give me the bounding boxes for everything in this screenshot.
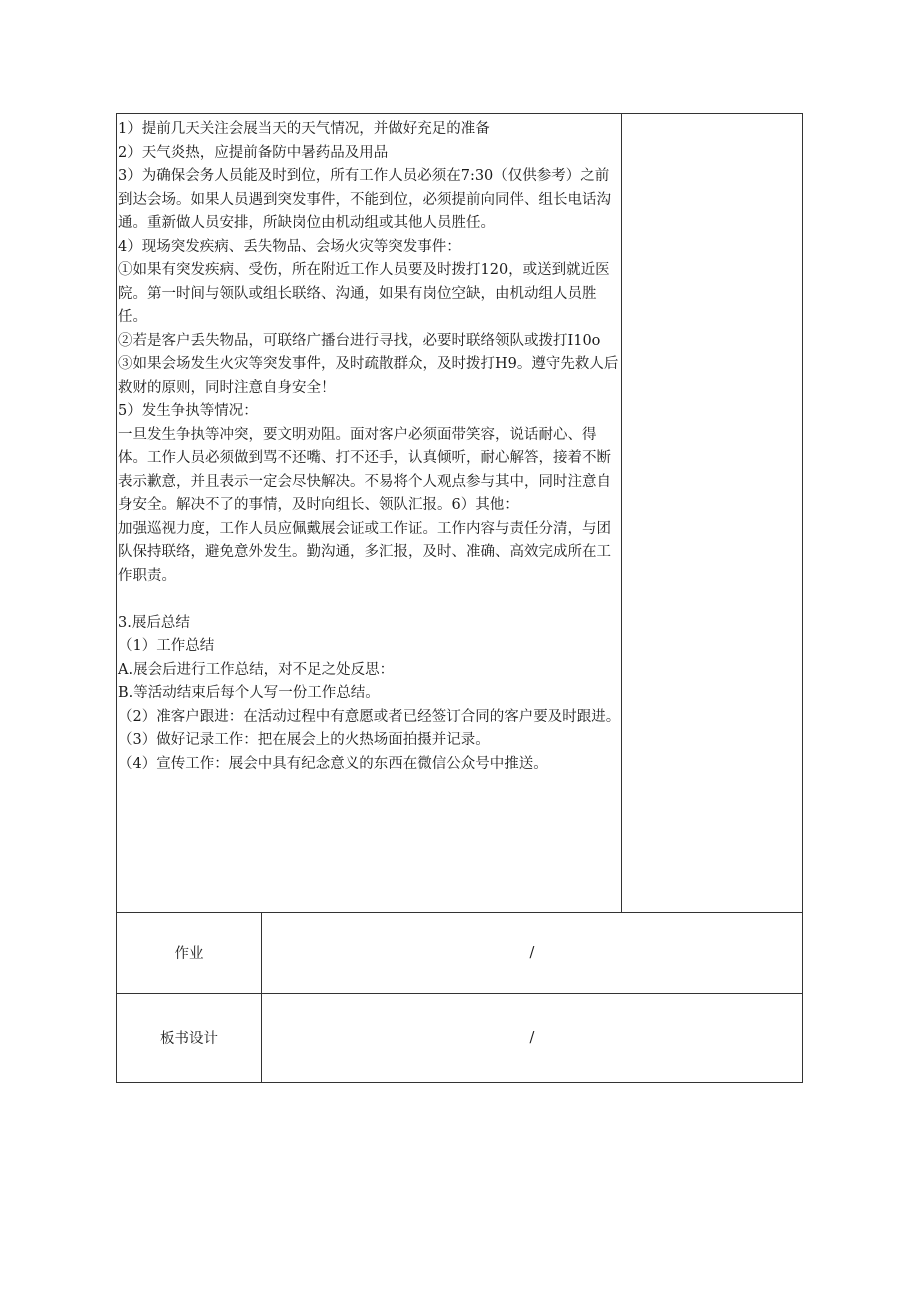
plan-line: 5）发生争执等情况： (118, 403, 258, 419)
board-design-row (116, 993, 803, 1083)
summary-heading: 3.展后总结 (118, 614, 190, 631)
homework-label: 作业 (117, 912, 262, 993)
plan-line: 1）提前几天关注会展当天的天气情况，并做好充足的准备 (118, 121, 490, 137)
plan-line: 4）现场突发疾病、丢失物品、会场火灾等突发事件： (118, 238, 461, 255)
summary-line: （4）宣传工作：展会中具有纪念意义的东西在微信公众号中推送。 (118, 755, 548, 772)
plan-line: 2）天气炎热，应提前备防中暑药品及用品 (118, 144, 389, 161)
homework-row (116, 912, 803, 994)
plan-line: ①如果有突发疾病、受伤，所在附近工作人员要及时拨打120，或送到就近医院。第一时间与领队或组长联络、沟通，如果有岗位空缺，由机动组人员胜任。 (118, 262, 610, 325)
blank-line (118, 588, 621, 612)
summary-line: B.等活动结束后每个人写一份工作总结。 (118, 685, 380, 701)
plan-text (118, 118, 621, 776)
summary-line: A.展会后进行工作总结，对不足之处反思： (118, 661, 395, 678)
plan-line: 一旦发生争执等冲突，要文明劝阻。面对客户必须面带笑容，说话耐心、得体。工作人员必须做到骂不还嘴、打不还手，认真倾听，耐心解答，接着不断表示歉意，并且表示一定会尽快解决。不易将个人观点参与其中，同时注意自身安全。解决不了的事情，及时向组长、领队汇报。6）其他： (118, 426, 611, 513)
plan-line: ③如果会场发生火灾等突发事件，及时疏散群众，及时拨打H9。遵守先救人后救财的原则，同时注意自身安全！ (118, 356, 619, 396)
board-design-value: / (529, 1029, 535, 1046)
plan-line: 加强巡视力度，工作人员应佩戴展会证或工作证。工作内容与责任分清，与团队保持联络，避免意外发生。勤沟通，多汇报，及时、准确、高效完成所在工作职责。 (118, 520, 611, 584)
plan-line: ②若是客户丢失物品，可联络广播台进行寻找，必要时联络领队或拨打I10o (118, 332, 601, 349)
summary-line: （1）工作总结 (118, 638, 215, 654)
summary-line: （2）准客户跟进：在活动过程中有意愿或者已经签订合同的客户要及时跟进。 (118, 708, 621, 725)
plan-line: 3）为确保会务人员能及时到位，所有工作人员必须在7:30（仅供参考）之前到达会场。如果人员遇到突发事件，不能到位，必须提前向同伴、组长电话沟通。重新做人员安排，所缺岗位由机动组或其他人员胜任。 (118, 168, 611, 231)
homework-value: / (529, 944, 535, 961)
notes-cell (621, 113, 803, 913)
summary-line: （3）做好记录工作：把在展会上的火热场面拍摄并记录。 (118, 732, 490, 748)
board-design-label: 板书设计 (117, 993, 262, 1082)
